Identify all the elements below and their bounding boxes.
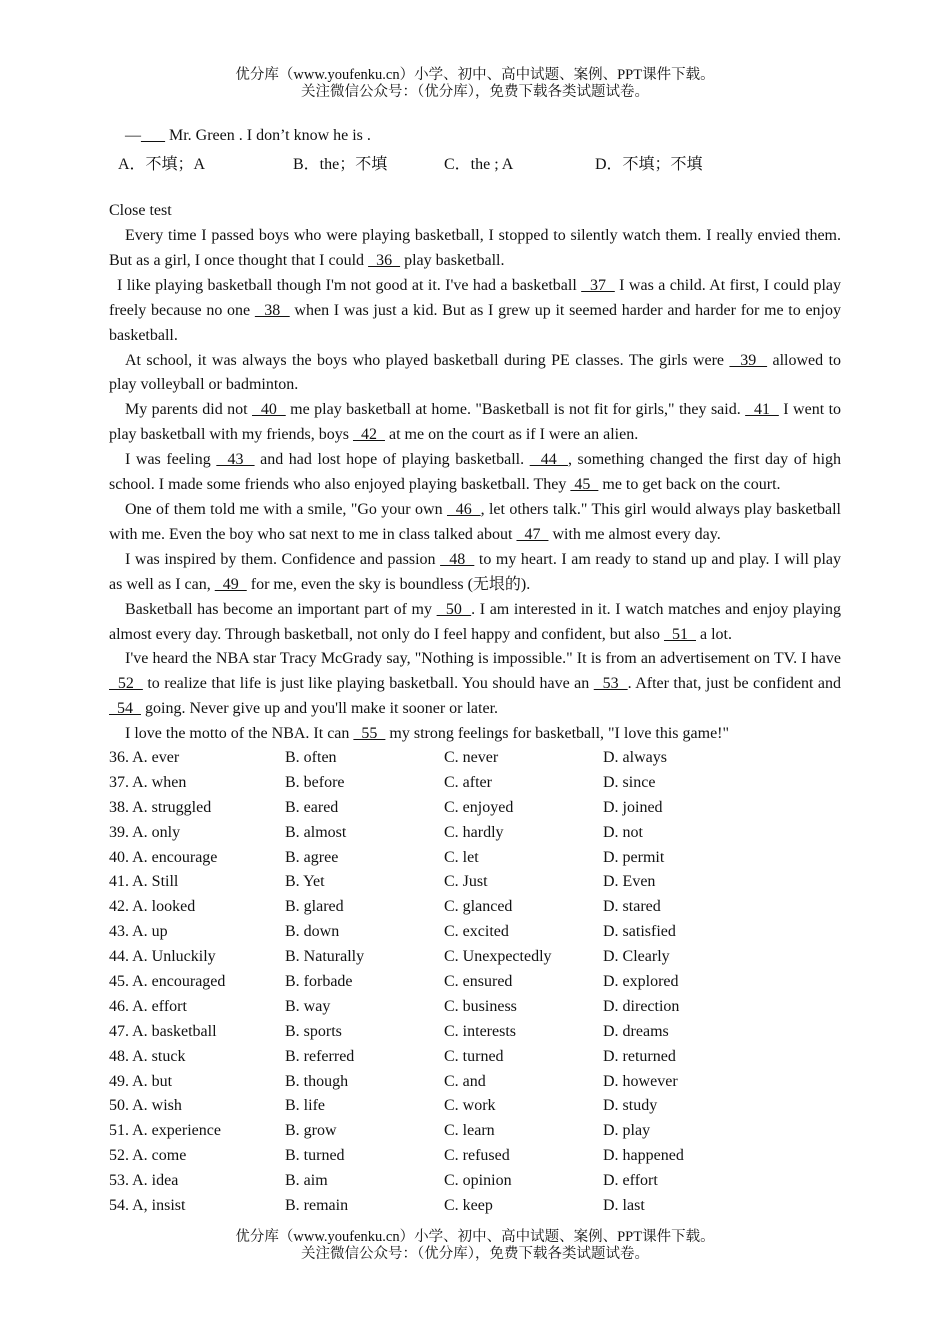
passage-paragraph [109, 398, 841, 448]
prev-option-a: A．不填；A [118, 156, 206, 173]
option-b: B. remain [285, 1197, 349, 1215]
option-b: B. glared [285, 898, 344, 916]
option-c: C. never [444, 749, 499, 766]
blank-number: 36 [368, 251, 401, 269]
blank-number: 50 [436, 600, 472, 618]
option-a: 37. A. when [109, 773, 187, 791]
option-row [109, 1020, 849, 1045]
option-d: D. permit [603, 848, 665, 866]
stem-rest: Mr. Green . I don’t know he is . [165, 127, 371, 144]
passage-text: and had lost hope of playing basketball. [254, 451, 530, 469]
option-b: B. grow [285, 1122, 337, 1140]
option-d: D. direction [603, 997, 680, 1015]
option-row [109, 970, 849, 995]
option-row [109, 1144, 849, 1169]
passage-paragraph [109, 224, 841, 274]
blank-number: 45 [570, 476, 599, 494]
passage-text: I was feeling [125, 451, 217, 469]
option-a: 42. A. looked [109, 898, 196, 916]
option-d: D. explored [603, 973, 679, 991]
option-b: B. Naturally [285, 948, 365, 966]
option-c: C. excited [444, 923, 509, 941]
passage-text: My parents did not [125, 401, 253, 419]
option-d: D. last [603, 1197, 645, 1215]
option-d: D. joined [603, 798, 663, 816]
blank-number: 47 [516, 525, 549, 543]
passage-text: my strong feelings for basketball, "I love this game!" [385, 725, 730, 743]
footer-line-2: 关注微信公众号：（优分库），免费下载各类试题试卷。 [301, 1246, 649, 1262]
option-d: D. play [603, 1122, 651, 1140]
option-a: 53. A. idea [109, 1172, 179, 1190]
option-d: D. always [603, 749, 667, 766]
passage-text: play basketball. [400, 251, 505, 269]
option-row [109, 771, 849, 796]
passage-text: Basketball has become an important part of my [125, 600, 437, 618]
passage-text: at me on the court as if I were an alien. [384, 426, 639, 444]
page-footer [0, 1229, 950, 1263]
passage-text: a lot. [695, 625, 732, 643]
section-title: Close test [109, 202, 172, 219]
option-a: 45. A. encouraged [109, 973, 226, 991]
option-a: 41. A. Still [109, 873, 179, 891]
option-d: D. since [603, 773, 656, 791]
option-a: 38. A. struggled [109, 798, 212, 816]
prev-option-d: D．不填；不填 [595, 156, 703, 173]
passage-text: for me, even the sky is boundless (无垠的). [246, 575, 531, 593]
option-a: 47. A. basketball [109, 1022, 217, 1040]
option-row [109, 1094, 849, 1119]
option-a: 54. A, insist [109, 1197, 186, 1215]
option-b: B. referred [285, 1047, 355, 1065]
passage-text: Every time I passed boys who were playing basketball, I stopped to silently watch them. I really envied them. But as a girl, I once thought that I could [109, 227, 841, 269]
passage-text: me to get back on the court. [598, 476, 781, 494]
blank-number: 38 [254, 301, 290, 319]
footer-line-1: 优分库（www.youfenku.cn）小学、初中、高中试题、案例、PPT课件下载。 [235, 1229, 715, 1245]
option-c: C. Unexpectedly [444, 948, 552, 966]
option-row [109, 846, 849, 871]
option-b: B. almost [285, 823, 347, 841]
passage-paragraph [109, 598, 841, 648]
passage-text: I was inspired by them. Confidence and passion [125, 550, 441, 568]
option-row [109, 895, 849, 920]
option-c: C. enjoyed [444, 798, 514, 816]
option-row [109, 1169, 849, 1194]
option-row [109, 870, 849, 895]
option-d: D. dreams [603, 1022, 669, 1040]
option-c: C. business [444, 997, 517, 1015]
option-row [109, 1194, 849, 1219]
blank-number: 51 [663, 625, 696, 643]
option-d: D. study [603, 1097, 658, 1115]
passage-text: to realize that life is just like playing basketball. You should have an [142, 675, 594, 693]
option-c: C. ensured [444, 973, 513, 991]
passage-paragraph [109, 349, 841, 399]
option-d: D. Even [603, 873, 656, 891]
previous-question-stem [125, 126, 371, 146]
blank-number: 44 [529, 451, 568, 469]
option-a: 43. A. up [109, 923, 168, 941]
blank-number: 49 [214, 575, 247, 593]
blank-number: 39 [729, 351, 768, 369]
passage-text: with me almost every day. [548, 525, 721, 543]
option-a: 51. A. experience [109, 1122, 221, 1140]
option-b: B. aim [285, 1172, 328, 1190]
option-b: B. forbade [285, 973, 353, 991]
option-b: B. down [285, 923, 340, 941]
blank-number: 41 [745, 401, 779, 419]
passage-paragraph [109, 498, 841, 548]
option-d: D. returned [603, 1047, 676, 1065]
option-row [109, 821, 849, 846]
option-a: 48. A. stuck [109, 1047, 186, 1065]
option-c: C. refused [444, 1147, 510, 1165]
blank-number: 55 [353, 725, 386, 743]
option-row [109, 796, 849, 821]
prev-option-b: B．the；不填 [293, 156, 388, 173]
passage-text: allowed to play volleyball or badminton. [109, 351, 842, 394]
option-b: B. Yet [285, 873, 325, 891]
option-d: D. not [603, 823, 643, 841]
header-line-2: 关注微信公众号：（优分库），免费下载各类试题试卷。 [301, 84, 649, 100]
option-d: D. Clearly [603, 948, 670, 966]
option-c: C. turned [444, 1047, 504, 1065]
option-b: B. agree [285, 848, 339, 866]
passage-text: to my heart. I am ready to stand up and play. I will play as well as I can, [109, 550, 841, 593]
option-row [109, 746, 849, 771]
option-b: B. life [285, 1097, 325, 1115]
blank-number: 52 [109, 675, 143, 693]
option-a: 39. A. only [109, 823, 181, 841]
option-b: B. though [285, 1072, 349, 1090]
option-c: C. after [444, 773, 492, 791]
header-line-1: 优分库（www.youfenku.cn）小学、初中、高中试题、案例、PPT课件下载。 [235, 67, 715, 83]
passage-text: One of them told me with a smile, "Go your own [125, 500, 447, 518]
passage-text: me play basketball at home. "Basketball is not fit for girls," they said. [285, 401, 746, 419]
passage-text: , something changed the first day of high school. I made some friends who also enjoyed playing basketball. They [109, 451, 842, 494]
option-a: 40. A. encourage [109, 848, 218, 866]
prev-option-c: C．the ; A [444, 156, 514, 173]
blank-number: 48 [440, 550, 475, 568]
option-row [109, 1119, 849, 1144]
option-a: 49. A. but [109, 1072, 173, 1090]
passage-paragraph [109, 548, 841, 598]
option-row [109, 945, 849, 970]
option-d: D. satisfied [603, 923, 676, 941]
passage-paragraph [109, 647, 841, 722]
stem-blank: ___ [141, 127, 165, 144]
option-c: C. keep [444, 1197, 493, 1215]
option-row [109, 1070, 849, 1095]
option-c: C. glanced [444, 898, 513, 916]
passage-paragraph [109, 722, 841, 747]
option-b: B. way [285, 997, 331, 1015]
option-a: 36. A. ever [109, 749, 180, 766]
option-b: B. eared [285, 798, 339, 816]
passage-text: , let others talk." This girl would always play basketball with me. Even the boy who sat next to me in class talked about [109, 500, 841, 543]
passage-text: . I am interested in it. I watch matches and enjoy playing almost every day. Through basketball, not only do I feel happy and confident, but also [109, 600, 842, 643]
blank-number: 40 [252, 401, 286, 419]
option-a: 52. A. come [109, 1147, 187, 1165]
passage-text: I went to play basketball with my friends, boys [109, 401, 842, 444]
passage-text: At school, it was always the boys who played basketball during PE classes. The girls were [125, 351, 730, 369]
option-row [109, 920, 849, 945]
blank-number: 37 [581, 276, 615, 294]
answer-options-table [109, 746, 849, 1219]
option-d: D. happened [603, 1147, 684, 1165]
passage-text: I like playing basketball though I'm not good at it. I've had a basketball [117, 276, 582, 294]
page-header [0, 67, 950, 101]
passage-text: . After that, just be confident and [627, 675, 842, 693]
option-d: D. effort [603, 1172, 658, 1190]
passage-text: when I was just a kid. But as I grew up it seemed harder and harder for me to enjoy basketball. [109, 301, 842, 344]
stem-prefix: — [125, 127, 141, 144]
blank-number: 43 [216, 451, 255, 469]
passage-text: I love the motto of the NBA. It can [125, 725, 354, 743]
option-c: C. let [444, 848, 479, 866]
option-c: C. interests [444, 1022, 516, 1040]
option-a: 46. A. effort [109, 997, 187, 1015]
option-c: C. opinion [444, 1172, 512, 1190]
passage-text: I've heard the NBA star Tracy McGrady say, "Nothing is impossible." It is from an advertisement on TV. I have [125, 650, 841, 668]
option-b: B. before [285, 773, 345, 791]
option-row [109, 995, 849, 1020]
option-c: C. learn [444, 1122, 495, 1140]
option-c: C. Just [444, 873, 488, 891]
passage-paragraph [109, 448, 841, 498]
option-a: 44. A. Unluckily [109, 948, 216, 966]
blank-number: 42 [352, 426, 385, 444]
blank-number: 46 [446, 500, 481, 518]
passage-text: I was a child. At first, I could play freely because no one [109, 276, 842, 319]
blank-number: 53 [593, 675, 628, 693]
option-b: B. often [285, 749, 337, 766]
previous-question-options [118, 151, 858, 173]
option-c: C. and [444, 1072, 486, 1090]
option-c: C. work [444, 1097, 496, 1115]
option-d: D. stared [603, 898, 661, 916]
option-b: B. turned [285, 1147, 345, 1165]
option-a: 50. A. wish [109, 1097, 182, 1115]
option-d: D. however [603, 1072, 678, 1090]
option-row [109, 1045, 849, 1070]
option-c: C. hardly [444, 823, 504, 841]
cloze-passage [109, 224, 841, 747]
blank-number: 54 [109, 700, 141, 718]
option-b: B. sports [285, 1022, 342, 1040]
passage-text: going. Never give up and you'll make it sooner or later. [141, 700, 499, 718]
passage-paragraph [109, 274, 841, 349]
